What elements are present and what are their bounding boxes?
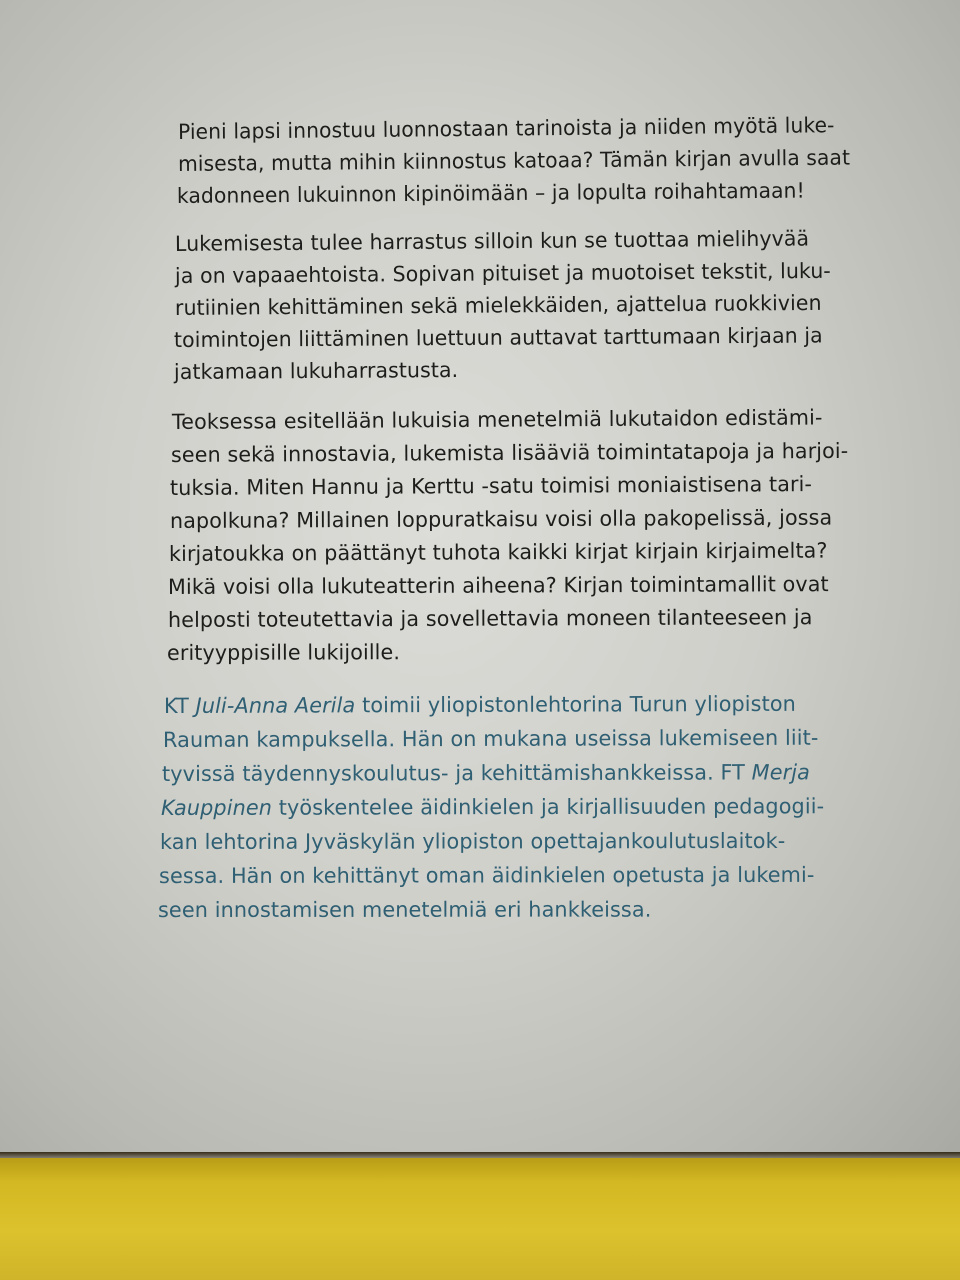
para3-line1: Teoksessa esitellään lukuisia menetelmiä lukutaidon edistämi- xyxy=(171,405,823,434)
author2-last-name: Kauppinen xyxy=(160,795,273,820)
para3-line4: napolkuna? Millainen loppuratkaisu voisi olla pakopelissä, jossa xyxy=(169,505,833,533)
para2-line2: ja on vapaaehtoista. Sopivan pituiset ja muotoiset tekstit, luku- xyxy=(174,258,831,288)
para2-line3: rutiinien kehittäminen sekä mielekkäiden, ajattelua ruokkivien xyxy=(174,290,822,320)
para2-line1: Lukemisesta tulee harrastus silloin kun se tuottaa mielihyvää xyxy=(174,226,810,256)
para3-line7: helposti toteutettavia ja sovellettavia moneen tilanteeseen ja xyxy=(167,605,813,632)
para1-line1: Pieni lapsi innostuu luonnostaan tarinoista ja niiden myötä luke- xyxy=(177,113,835,144)
author1-name: Juli-Anna Aerila xyxy=(195,693,356,718)
bio-line2: Rauman kampuksella. Hän on mukana useissa lukemiseen liit- xyxy=(162,725,819,752)
para3-line8: erityyppisille lukijoille. xyxy=(166,640,401,665)
para3-line2: seen sekä innostavia, lukemista lisääviä toimintatapoja ja harjoi- xyxy=(170,438,849,467)
para1-line3: kadonneen lukuinnon kipinöimään – ja lopulta roihahtamaan! xyxy=(176,178,805,208)
para3-line6: Mikä voisi olla lukuteatterin aiheena? Kirjan toimintamallit ovat xyxy=(167,572,829,599)
bio-line6: sessa. Hän on kehittänyt oman äidinkielen opetusta ja lukemi- xyxy=(158,862,815,888)
bio-line3: tyvissä täydennyskoulutus- ja kehittämishankkeissa. FT Merja xyxy=(161,760,810,786)
para1-line2: misesta, mutta mihin kiinnostus katoaa? Tämän kirjan avulla saat xyxy=(177,145,851,176)
para3-line3: tuksia. Miten Hannu ja Kerttu -satu toimisi moniaistisena tari- xyxy=(169,472,813,500)
bio-line5: kan lehtorina Jyväskylän yliopiston opettajankoulutuslaitok- xyxy=(159,828,786,854)
para2-line5: jatkamaan lukuharrastusta. xyxy=(173,358,459,384)
bio-line4: Kauppinen työskentelee äidinkielen ja kirjallisuuden pedagogii- xyxy=(160,794,825,820)
author2-first-name: Merja xyxy=(751,760,810,785)
bio-line1: KT Juli-Anna Aerila toimii yliopistonlehtorina Turun yliopiston xyxy=(163,691,796,718)
para2-line4: toimintojen liittäminen luettuun auttavat tarttumaan kirjaan ja xyxy=(173,323,823,352)
para3-line5: kirjatoukka on päättänyt tuhota kaikki kirjat kirjain kirjaimelta? xyxy=(168,538,828,566)
bio-line7: seen innostamisen menetelmiä eri hankkeissa. xyxy=(157,897,652,922)
yellow-table-surface xyxy=(0,1158,960,1280)
